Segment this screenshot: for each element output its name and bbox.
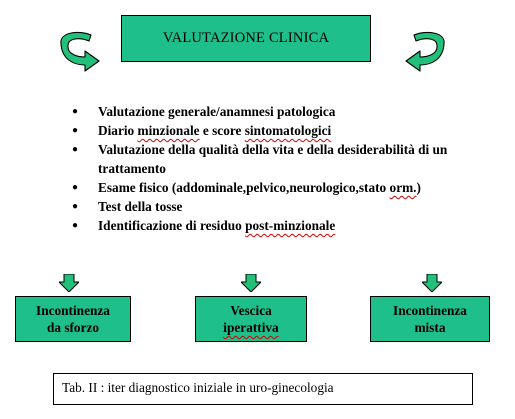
list-item: ● Identificazione di residuo post-minzionale [72, 216, 492, 235]
title-box [121, 15, 371, 62]
list-item: ● Test della tosse [72, 197, 492, 216]
down-arrow-icon [422, 274, 442, 292]
title-text: VALUTAZIONE CLINICA [162, 30, 330, 46]
outcome-box-overactive-bladder: Vescica iperattiva [195, 296, 307, 342]
list-item: ● Esame fisico (addominale,pelvico,neurologico,stato orm.) [72, 178, 492, 197]
list-item: ● Valutazione della qualità della vita e della desiderabilità di un trattamento [72, 140, 492, 178]
caption-text: Tab. II : iter diagnostico iniziale in uro-ginecologia [62, 380, 334, 395]
down-arrow-icon [241, 274, 261, 292]
list-item: ● Valutazione generale/anamnesi patologica [72, 102, 492, 121]
down-arrow-icon [59, 274, 79, 292]
curved-arrow-left-icon [55, 30, 105, 75]
caption-box [53, 373, 473, 405]
clinical-evaluation-list [72, 102, 492, 235]
outcome-box-mixed-incontinence: Incontinenza mista [370, 296, 490, 342]
list-item: ● Diario minzionale e score sintomatologici [72, 121, 492, 140]
curved-arrow-right-icon [400, 30, 450, 75]
outcome-box-stress-incontinence: Incontinenza da sforzo [15, 296, 131, 342]
